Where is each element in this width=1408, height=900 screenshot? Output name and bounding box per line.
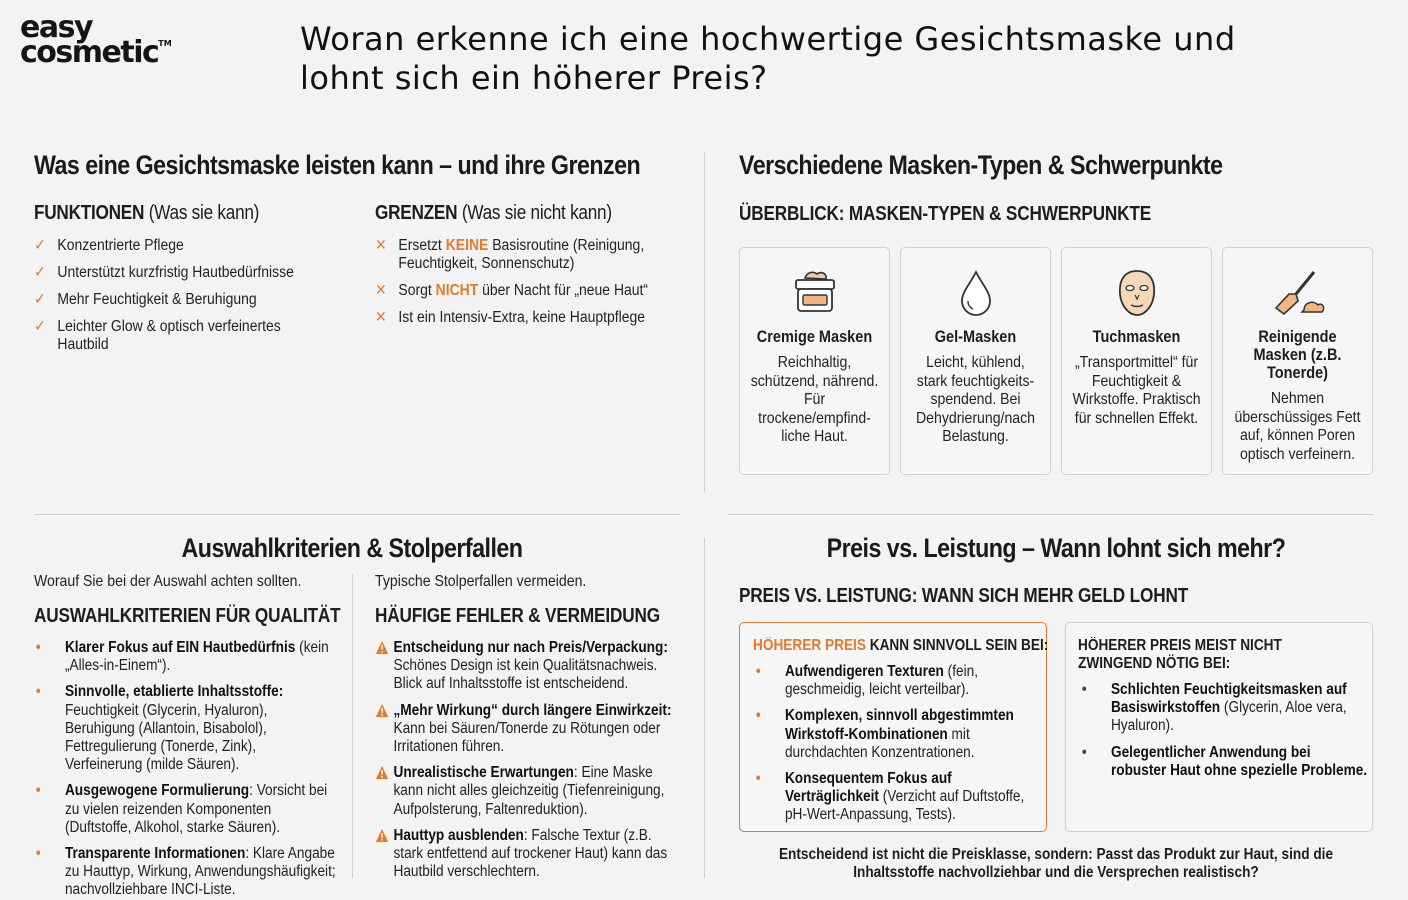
cross-icon: ✕ [375,309,387,326]
card-desc: Leicht, kühlend, stark feuchtigkeits-spendend. Bei Dehydrierung/nach Belastung. [916,354,1035,445]
check-icon: ✓ [34,264,46,281]
auswahl-right-intro: Typische Stolperfallen vermeiden. [375,573,587,590]
card-desc: Reichhaltig, schützend, nährend. Für trockene/empfind-liche Haut. [750,354,879,445]
list-item: Hauttyp ausblenden: Falsche Textur (z.B. stark entfettend auf trockener Haut) kann das Hautbild verschlechtern. [375,827,674,882]
preis-subheading: PREIS VS. LEISTUNG: WANN SICH MEHR GELD LOHNT [739,585,1189,607]
mask-type-card [1222,247,1373,475]
cream-jar-icon [791,268,839,318]
warning-icon [375,640,389,655]
mask-type-card [739,247,890,475]
card-title: Tuchmasken [1092,328,1181,346]
cross-icon: ✕ [375,282,387,299]
list-item: „Mehr Wirkung“ durch längere Einwirkzeit: Kann bei Säuren/Tonerde zu Rötungen oder Irritationen führen. [375,702,674,757]
list-item: Entscheidung nur nach Preis/Verpackung: Schönes Design ist kein Qualitätsnachweis. Blick auf Inhaltsstoffe ist entscheidend. [375,639,674,694]
sheet-mask-icon [1115,268,1159,318]
auswahl-criteria-list [35,639,375,900]
list-item: • Gelegentlicher Anwendung bei robuster Haut ohne spezielle Probleme. [1081,743,1368,779]
fehler-list [375,639,715,881]
brand-tm: TM [158,38,172,48]
funktionen-list [34,237,354,354]
typen-heading: Verschiedene Masken-Typen & Schwerpunkte [739,150,1223,180]
list-item: • Sinnvolle, etablierte Inhaltsstoffe: Feuchtigkeit (Glycerin, Hyaluron), Beruhigung (Allantoin, Bisabolol), Fettregulierung (Tonerde, Zink), Verfeinerung (milde Säuren). [35,683,284,774]
grenzen-heading: GRENZEN (Was sie nicht kann) [375,202,612,224]
leistung-heading: Was eine Gesichtsmaske leisten kann – und ihre Grenzen [34,150,641,180]
card-title: Gel-Masken [934,328,1017,346]
warning-icon [375,765,389,780]
funktionen-heading: FUNKTIONEN (Was sie kann) [34,202,260,224]
list-item: • Ausgewogene Formulierung: Vorsicht bei zu vielen reizenden Komponenten (Duftstoffe, Alkohol, starke Säuren). [35,782,328,836]
list-item: ✕ Ist ein Intensiv-Extra, keine Hauptpflege [375,309,645,326]
preis-heading: Preis vs. Leistung – Wann lohnt sich mehr? [826,533,1286,563]
cross-icon: ✕ [375,237,387,254]
auswahl-right-heading: HÄUFIGE FEHLER & VERMEIDUNG [375,605,660,627]
preis-box-sinnvoll [739,622,1047,832]
brand-logo [20,10,190,70]
preis-box-nicht-noetig [1065,622,1373,832]
preis-footer-note: Entscheidend ist nicht die Preisklasse, sondern: Passt das Produkt zur Haut, sind die Inhaltsstoffe nachvollziehbar und die Versprechen realistisch? [778,846,1334,881]
water-drop-icon [956,268,996,318]
list-item: ✓ Mehr Feuchtigkeit & Beruhigung [34,291,257,308]
list-item: • Klarer Fokus auf EIN Hautbedürfnis (kein „Alles-in-Einem“). [35,639,329,675]
preis-box-title: HÖHERER PREIS MEIST NICHT ZWINGEND NÖTIG BEI: [1078,637,1282,672]
brush-clay-icon [1270,268,1326,318]
list-item: • Transparente Informationen: Klare Angabe zu Hauttyp, Wirkung, Anwendungshäufigkeit; nachvollziehbare INCI-Liste. [35,845,336,899]
card-desc: Nehmen überschüssiges Fett auf, können Poren optisch verfeinern. [1234,390,1361,463]
brand-line2: cosmetic [20,34,159,70]
list-item: ✓ Leichter Glow & optisch verfeinertes Hautbild [34,318,281,353]
page-title: Woran erkenne ich eine hochwertige Gesichtsmaske und lohnt sich ein höherer Preis? [300,20,1236,98]
mask-type-card [900,247,1051,475]
card-title: Cremige Masken [756,328,873,346]
check-icon: ✓ [34,237,46,254]
warning-icon [375,828,389,843]
list-item: Unrealistische Erwartungen: Eine Maske kann nicht alles gleichzeitig (Tiefenreinigung, Aufpolsterung, Faltenreduktion). [375,764,674,819]
card-desc: „Transportmittel“ für Feuchtigkeit & Wirkstoffe. Praktisch für schnellen Effekt. [1072,354,1201,427]
mask-type-card [1061,247,1212,475]
grenzen-list [375,237,705,327]
check-icon: ✓ [34,318,46,335]
check-icon: ✓ [34,291,46,308]
auswahl-left-heading: AUSWAHLKRITERIEN FÜR QUALITÄT [34,605,341,627]
list-item: • Komplexen, sinnvoll abgestimmten Wirkstoff-Kombinationen mit durchdachten Konzentrationen. [755,707,1014,761]
auswahl-left-intro: Worauf Sie bei der Auswahl achten sollten. [34,573,302,590]
typen-subheading: ÜBERBLICK: MASKEN-TYPEN & SCHWERPUNKTE [739,203,1152,225]
divider-left-horizontal [34,514,680,515]
list-item: ✓ Unterstützt kurzfristig Hautbedürfnisse [34,264,294,281]
list-item: ✕ Sorgt NICHT über Nacht für „neue Haut“ [375,282,649,299]
list-item: ✕ Ersetzt KEINE Basisroutine (Reinigung, Feuchtigkeit, Sonnenschutz) [375,237,645,272]
brand-line1: easy [20,10,93,45]
warning-icon [375,703,389,718]
list-item: • Konsequentem Fokus auf Verträglichkeit (Verzicht auf Duftstoffe, pH-Wert-Anpassung, Tests). [755,770,1025,824]
list-item: • Aufwendigeren Texturen (fein, geschmeidig, leicht verteilbar). [755,663,978,699]
preis-box-title: HÖHERER PREIS KANN SINNVOLL SEIN BEI: [753,637,1049,654]
card-title: Reinigende Masken (z.B. Tonerde) [1253,328,1342,382]
list-item: • Schlichten Feuchtigkeitsmasken auf Basiswirkstoffen (Glycerin, Aloe vera, Hyaluron). [1081,681,1347,735]
list-item: ✓ Konzentrierte Pflege [34,237,184,254]
divider-right-horizontal [728,514,1374,515]
auswahl-heading: Auswahlkriterien & Stolperfallen [181,533,523,563]
